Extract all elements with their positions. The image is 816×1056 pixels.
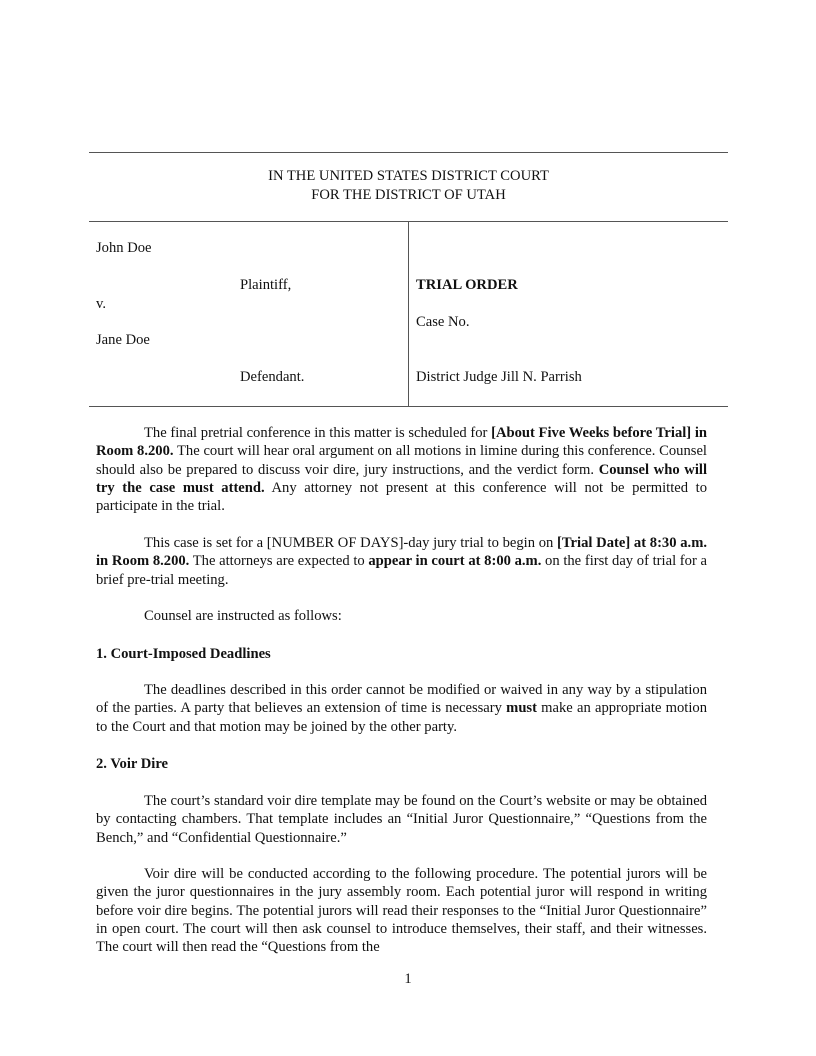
trial-text-c: The attorneys are expected to: [189, 553, 369, 570]
paragraph-voir-dire-template: [96, 792, 707, 847]
paragraph-voir-dire-procedure: [96, 865, 707, 956]
trial-text-b: [Trial Date] at 8:30 a.m. in Room 8.200.: [96, 535, 707, 570]
paragraph-instructions: [96, 607, 707, 625]
paragraph-pretrial-conference: [96, 424, 707, 515]
versus: v.: [96, 296, 106, 312]
pretrial-text-d: Counsel who will try the case must attend.: [96, 461, 707, 496]
paragraph-trial-date: [96, 534, 707, 589]
deadlines-text-a: The deadlines described in this order cannot be modified or waived in any way by a stipulation of the parties. A party that believes an extension of time is necessary: [96, 682, 707, 717]
pretrial-text-b: [About Five Weeks before Trial] in Room 8.200.: [96, 425, 707, 460]
pretrial-text-a: The final pretrial conference in this matter is scheduled for: [144, 425, 492, 441]
template-text: The court’s standard voir dire template may be found on the Court’s website or may be obtained by contacting chambers. That template includes an “Initial Juror Questionnaire,” “Questions from the Bench,” and “Confidential Questionnaire.”: [96, 793, 707, 846]
instructions-text: Counsel are instructed as follows:: [144, 608, 342, 624]
pretrial-text-c: The court will hear oral argument on all motions in limine during this conference. Counsel should also be prepared to discuss voir dire, jury instructions, and the verdict form.: [96, 443, 707, 478]
trial-text-e: on the first day of trial for a brief pre-trial meeting.: [96, 553, 707, 588]
judge-name: District Judge Jill N. Parrish: [416, 369, 582, 385]
court-name-line2: FOR THE DISTRICT OF UTAH: [311, 187, 506, 203]
pretrial-text-e: Any attorney not present at this conference will not be permitted to participate in the trial.: [96, 479, 707, 515]
plaintiff-label: Plaintiff,: [240, 277, 292, 293]
procedure-text: Voir dire will be conducted according to the following procedure. The potential jurors will be given the juror questionnaires in the jury assembly room. Each potential juror will respond in writing before voir dire begins. The potential jurors will read their responses to the “Initial Juror Questionnaire” in open court. The court will then ask counsel to introduce themselves, their staff, and their witnesses. The court will then read the “Questions from the: [96, 866, 707, 956]
section-heading-deadlines: 1. Court-Imposed Deadlines: [96, 646, 271, 662]
defendant-label: Defendant.: [240, 369, 305, 385]
plaintiff-name: John Doe: [96, 240, 152, 256]
case-number: Case No.: [416, 314, 470, 330]
caption-bottom-rule: [89, 406, 728, 407]
top-rule: [89, 152, 728, 153]
deadlines-text-c: make an appropriate motion to the Court and that motion may be joined by the other party.: [96, 700, 707, 735]
defendant-name: Jane Doe: [96, 332, 150, 348]
trial-text-d: appear in court at 8:00 a.m.: [368, 553, 542, 570]
page-number: 1: [404, 971, 412, 987]
trial-text-a: This case is set for a [NUMBER OF DAYS]-day jury trial to begin on: [144, 535, 558, 551]
deadlines-text-b: must: [506, 700, 537, 717]
court-name-line1: IN THE UNITED STATES DISTRICT COURT: [268, 168, 549, 184]
paragraph-deadlines: [96, 681, 707, 736]
order-title: TRIAL ORDER: [416, 277, 518, 293]
caption-divider: [408, 221, 409, 406]
section-heading-voir-dire: 2. Voir Dire: [96, 756, 169, 772]
